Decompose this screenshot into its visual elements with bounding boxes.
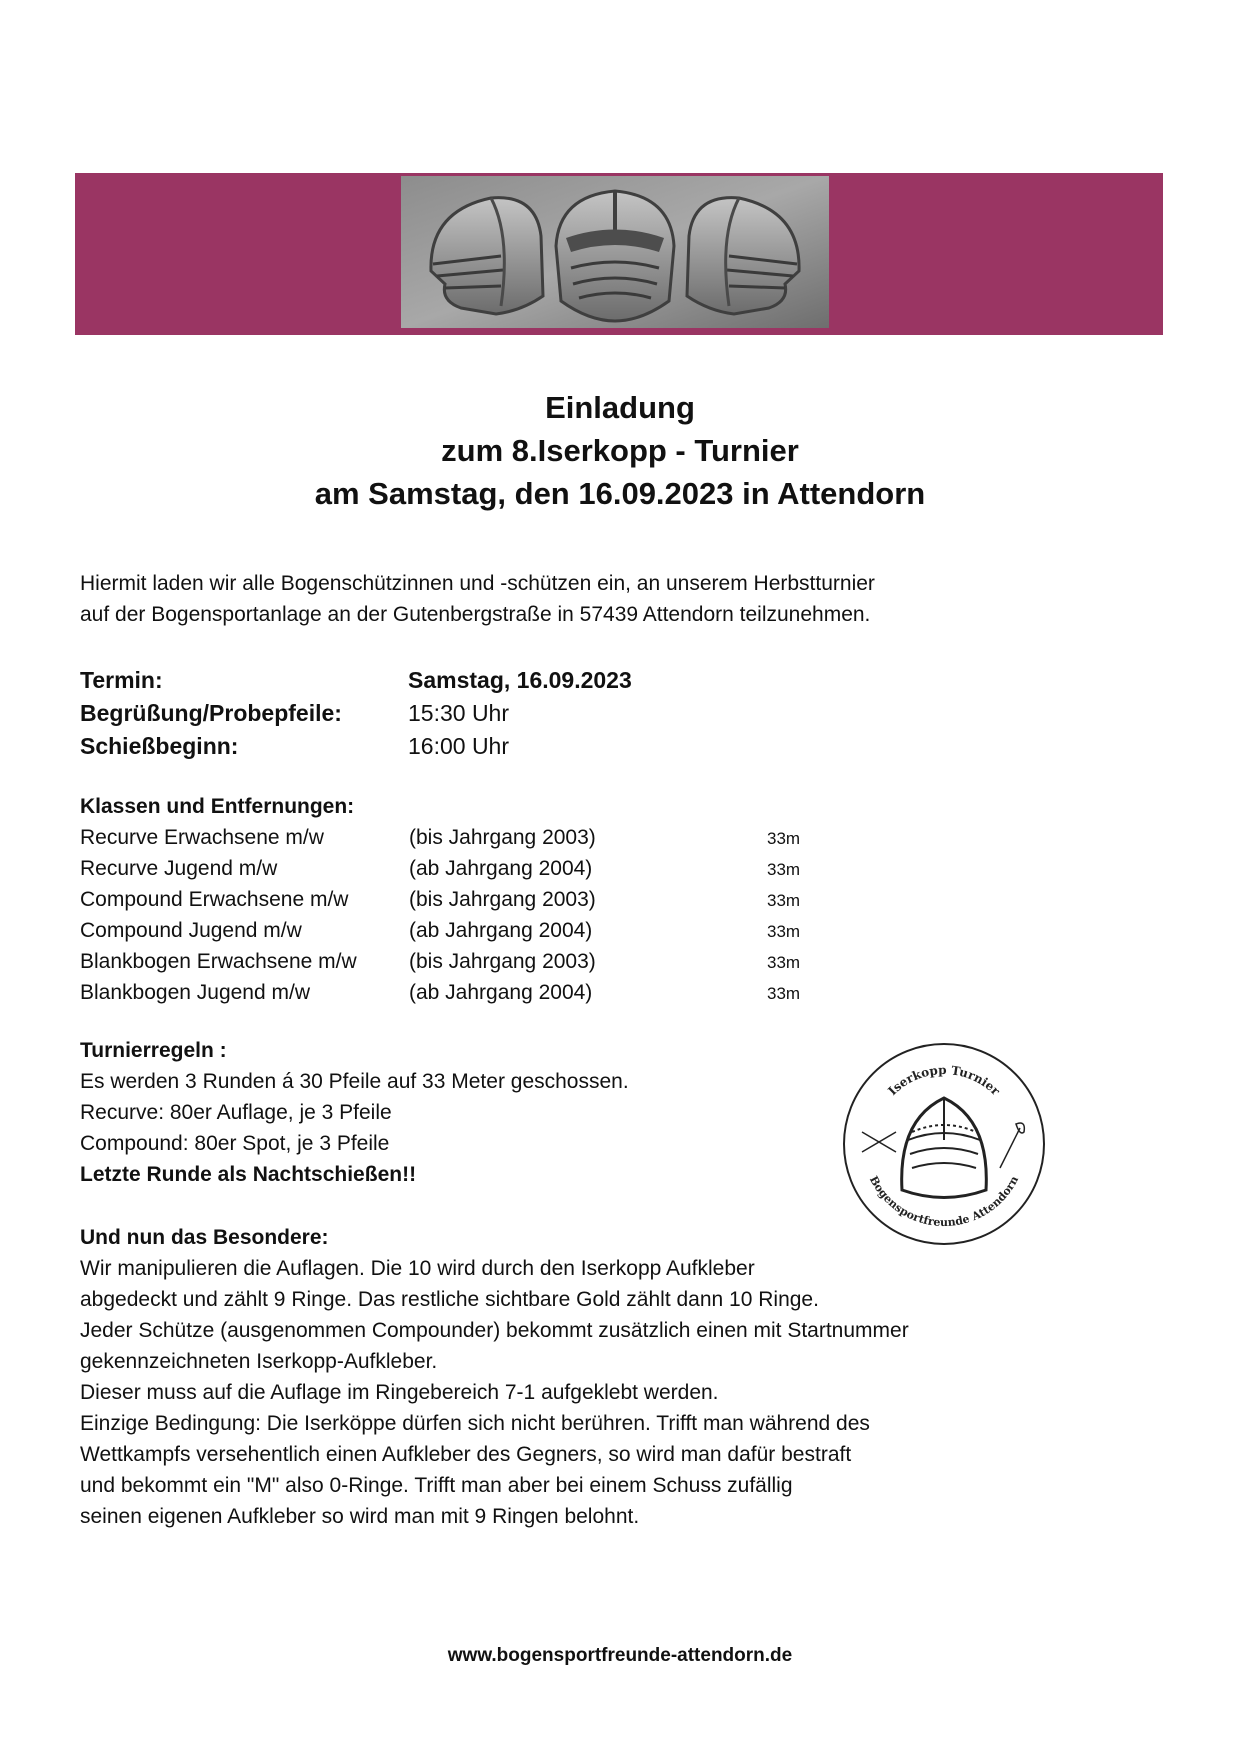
class-year: (bis Jahrgang 2003) xyxy=(409,888,596,911)
class-year: (ab Jahrgang 2004) xyxy=(409,981,593,1004)
schedule-label: Termin: xyxy=(80,667,163,693)
title-line-3: am Samstag, den 16.09.2023 in Attendorn xyxy=(314,476,926,511)
schedule-value: 15:30 Uhr xyxy=(408,700,510,726)
schedule-value: 16:00 Uhr xyxy=(408,733,510,759)
middle-helmet-icon xyxy=(556,191,674,321)
class-distance: 33m xyxy=(767,891,801,910)
class-year: (bis Jahrgang 2003) xyxy=(409,950,596,973)
special-heading: Und nun das Besondere: xyxy=(80,1226,329,1249)
class-row xyxy=(80,981,880,1012)
special-line: seinen eigenen Aufkleber so wird man mit 9 Ringen belohnt. xyxy=(80,1505,640,1528)
class-distance: 33m xyxy=(767,860,801,879)
special-line: Dieser muss auf die Auflage im Ringebereich 7-1 aufgeklebt werden. xyxy=(80,1381,719,1404)
intro-line-1: Hiermit laden wir alle Bogenschützinnen und -schützen ein, an unserem Herbstturnier xyxy=(80,572,875,595)
header-banner xyxy=(75,173,1163,335)
title-line-2: zum 8.Iserkopp - Turnier xyxy=(441,433,799,468)
class-distance: 33m xyxy=(767,829,801,848)
schedule-label: Begrüßung/Probepfeile: xyxy=(80,700,342,726)
special-line: und bekommt ein "M" also 0-Ringe. Trifft man aber bei einem Schuss zufällig xyxy=(80,1474,793,1497)
club-logo xyxy=(840,1040,1048,1248)
class-row xyxy=(80,919,880,950)
class-name: Blankbogen Jugend m/w xyxy=(80,981,310,1004)
special-section xyxy=(80,1222,909,1532)
class-distance: 33m xyxy=(767,922,801,941)
rules-line: Recurve: 80er Auflage, je 3 Pfeile xyxy=(80,1101,392,1124)
special-line: Wettkampfs versehentlich einen Aufkleber des Gegners, so wird man dafür bestraft xyxy=(80,1443,852,1466)
rules-heading: Turnierregeln : xyxy=(80,1039,227,1062)
knight-helmets-image xyxy=(401,176,829,328)
class-distance: 33m xyxy=(767,984,801,1003)
footer-url[interactable]: www.bogensportfreunde-attendorn.de xyxy=(447,1645,793,1666)
class-name: Recurve Erwachsene m/w xyxy=(80,826,324,849)
rules-line: Es werden 3 Runden á 30 Pfeile auf 33 Meter geschossen. xyxy=(80,1070,629,1093)
schedule-value: Samstag, 16.09.2023 xyxy=(408,667,632,693)
class-name: Compound Erwachsene m/w xyxy=(80,888,349,911)
rules-line: Compound: 80er Spot, je 3 Pfeile xyxy=(80,1132,390,1155)
logo-bottom-text: Bogensportfreunde Attendorn xyxy=(866,1173,1022,1230)
rules-night-note: Letzte Runde als Nachtschießen!! xyxy=(80,1163,417,1186)
classes-heading: Klassen und Entfernungen: xyxy=(80,795,355,818)
class-name: Recurve Jugend m/w xyxy=(80,857,278,880)
class-year: (ab Jahrgang 2004) xyxy=(409,919,593,942)
special-line: abgedeckt und zählt 9 Ringe. Das restliche sichtbare Gold zählt dann 10 Ringe. xyxy=(80,1288,819,1311)
class-row xyxy=(80,857,880,888)
class-row xyxy=(80,826,880,857)
class-year: (ab Jahrgang 2004) xyxy=(409,857,593,880)
intro-paragraph xyxy=(80,568,875,630)
class-name: Compound Jugend m/w xyxy=(80,919,302,942)
schedule-label: Schießbeginn: xyxy=(80,733,239,759)
class-name: Blankbogen Erwachsene m/w xyxy=(80,950,357,973)
class-year: (bis Jahrgang 2003) xyxy=(409,826,596,849)
class-distance: 33m xyxy=(767,953,801,972)
class-row xyxy=(80,888,880,919)
class-row xyxy=(80,950,880,981)
invitation-title xyxy=(0,386,1240,515)
special-line: Wir manipulieren die Auflagen. Die 10 wird durch den Iserkopp Aufkleber xyxy=(80,1257,755,1280)
title-line-1: Einladung xyxy=(545,390,695,425)
special-line: Jeder Schütze (ausgenommen Compounder) bekommt zusätzlich einen mit Startnummer xyxy=(80,1319,909,1342)
special-line: Einzige Bedingung: Die Iserköppe dürfen sich nicht berühren. Trifft man während des xyxy=(80,1412,870,1435)
logo-top-text: Iserkopp Turnier xyxy=(885,1062,1003,1099)
intro-line-2: auf der Bogensportanlage an der Gutenbergstraße in 57439 Attendorn teilzunehmen. xyxy=(80,603,871,626)
special-line: gekennzeichneten Iserkopp-Aufkleber. xyxy=(80,1350,438,1373)
rules-section xyxy=(80,1035,629,1190)
